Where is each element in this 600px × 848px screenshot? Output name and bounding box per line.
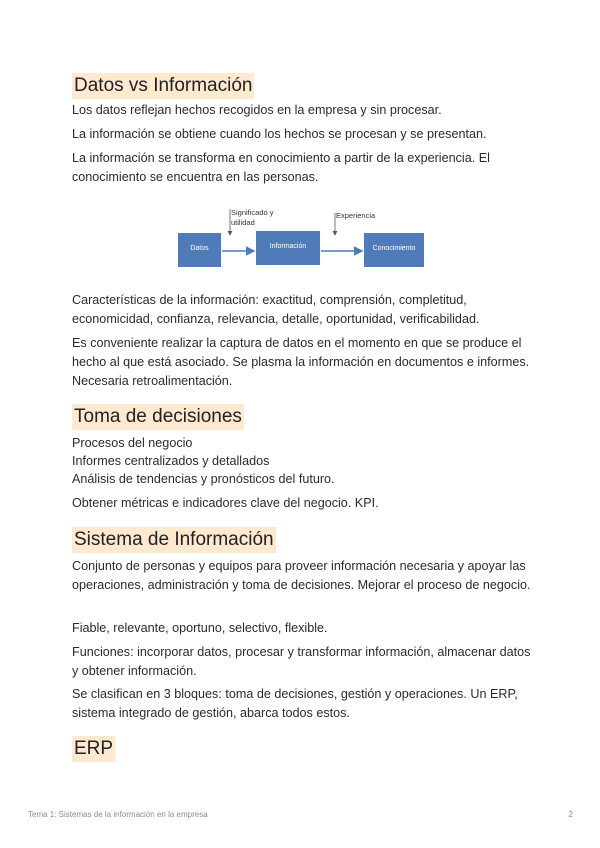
paragraph: Funciones: incorporar datos, procesar y transformar información, almacenar datos y obtener información. (72, 645, 531, 678)
heading-datos-vs-informacion: Datos vs Información (72, 73, 254, 99)
paragraph: Características de la información: exactitud, comprensión, completitud, economicidad, confianza, relevancia, detalle, oportunidad, verificabilidad. (72, 293, 480, 326)
diagram-label-significado: Significado y utilidad (231, 208, 274, 227)
paragraph: Conjunto de personas y equipos para proveer información necesaria y apoyar las operaciones, administración y toma de decisiones. Mejorar el proceso de negocio. (72, 559, 531, 592)
paragraph: Obtener métricas e indicadores clave del negocio. KPI. (72, 496, 379, 510)
diagram-box-informacion: Información (256, 231, 320, 265)
data-information-knowledge-diagram (178, 205, 428, 271)
page-footer (28, 810, 573, 819)
diagram-box-datos: Datos (178, 233, 221, 267)
diagram-box-conocimiento: Conocimiento (364, 233, 424, 267)
footer-title: Tema 1: Sistemas de la información en la empresa (28, 810, 208, 819)
diagram-label-experiencia: Experiencia (336, 211, 376, 220)
heading-toma-de-decisiones: Toma de decisiones (72, 404, 244, 430)
paragraph: Fiable, relevante, oportuno, selectivo, flexible. (72, 621, 328, 635)
paragraph: Los datos reflejan hechos recogidos en la empresa y sin procesar. (72, 103, 442, 117)
list-item: Análisis de tendencias y pronósticos del futuro. (72, 472, 335, 486)
heading-sistema-de-informacion: Sistema de Información (72, 527, 276, 553)
paragraph: Es conveniente realizar la captura de datos en el momento en que se produce el hecho al que está asociado. Se plasma la información en documentos e informes. Necesaria retroalimentación. (72, 336, 530, 388)
list-item: Procesos del negocio (72, 436, 193, 450)
page-number: 2 (568, 810, 573, 819)
diagram-arrows (178, 205, 428, 271)
paragraph: La información se obtiene cuando los hechos se procesan y se presentan. (72, 127, 487, 141)
paragraph: La información se transforma en conocimiento a partir de la experiencia. El conocimiento se encuentra en las personas. (72, 151, 490, 184)
paragraph: Se clasifican en 3 bloques: toma de decisiones, gestión y operaciones. Un ERP, sistema integrado de gestión, abarca todos estos. (72, 687, 518, 720)
heading-erp: ERP (72, 736, 115, 762)
decision-list (72, 434, 532, 488)
list-item: Informes centralizados y detallados (72, 454, 270, 468)
